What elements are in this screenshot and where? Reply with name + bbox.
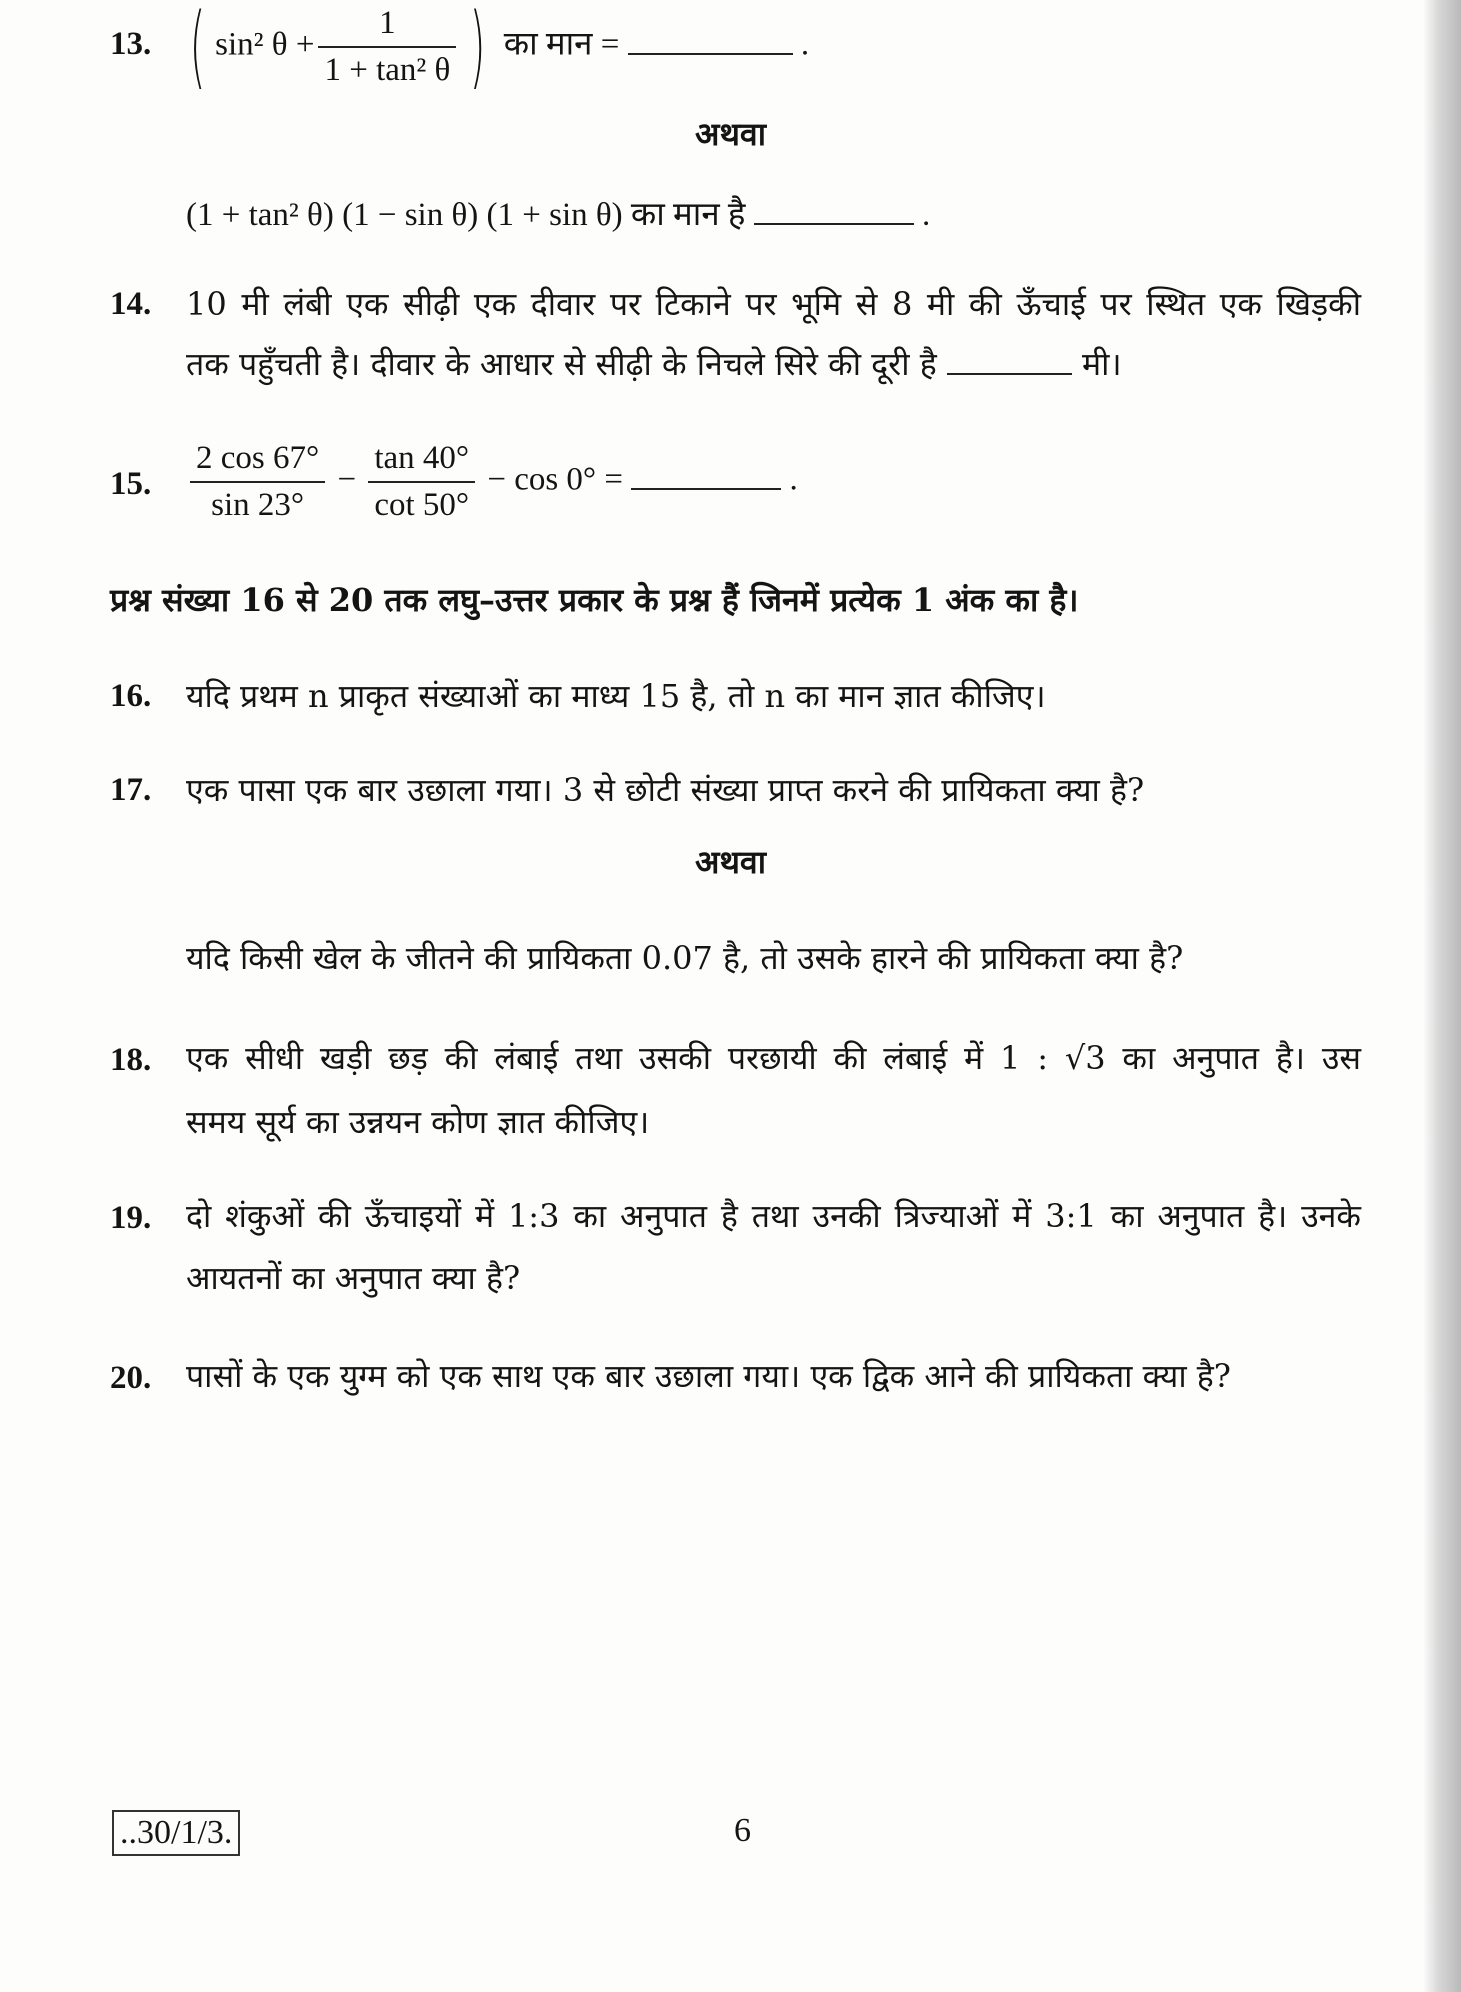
question-18-line-2: समय सूर्य का उन्नयन कोण ज्ञात कीजिए। [186, 1103, 650, 1141]
paper-code: ..30/1/3. [112, 1810, 240, 1856]
question-number-13: 13. [110, 26, 152, 62]
q14-unit: मी। [1082, 345, 1122, 383]
q13-alt-end: . [921, 197, 931, 233]
q15-fraction-2 [368, 440, 475, 524]
q13-tail: का मान = [503, 26, 620, 63]
scan-edge-shadow [1423, 0, 1461, 1992]
question-18-line-1: एक सीधी खड़ी छड़ की लंबाई तथा उसकी परछायी की लंबाई में 1 : √3 का अनुपात है। उस [186, 1039, 1361, 1077]
right-paren: ) [470, 0, 486, 99]
left-paren: ( [189, 0, 206, 99]
q13-alt-answer-blank [754, 199, 914, 225]
q14-answer-blank [947, 349, 1072, 375]
q15-f2-num: tan 40° [368, 440, 475, 483]
q13-frac-num: 1 [318, 5, 456, 48]
question-15-expression [186, 440, 798, 524]
question-number-20: 20. [110, 1360, 152, 1396]
question-13-alternative [186, 190, 930, 235]
q15-fraction-1 [190, 440, 325, 524]
question-17-alternative: यदि किसी खेल के जीतने की प्रायिकता 0.07 है, तो उसके हारने की प्रायिकता क्या है? [186, 939, 1184, 977]
question-19-line-2: आयतनों का अनुपात क्या है? [186, 1259, 521, 1297]
q15-answer-blank [631, 464, 781, 490]
q13-end: . [800, 26, 810, 63]
q13-frac-den: 1 + tan² θ [324, 52, 451, 88]
q15-f1-num: 2 cos 67° [190, 440, 325, 483]
question-number-18: 18. [110, 1042, 152, 1078]
question-number-14: 14. [110, 286, 152, 322]
question-14-line-1: 10 मी लंबी एक सीढ़ी एक दीवार पर टिकाने पर भूमि से 8 मी की ऊँचाई पर स्थित एक खिड़की [186, 285, 1361, 323]
question-number-19: 19. [110, 1200, 152, 1236]
question-number-15: 15. [110, 466, 152, 502]
or-label-17: अथवा [695, 843, 766, 881]
page-number: 6 [734, 1812, 751, 1849]
question-16-text: यदि प्रथम n प्राकृत संख्याओं का माध्य 15 है, तो n का मान ज्ञात कीजिए। [186, 677, 1046, 715]
or-label-13: अथवा [695, 115, 766, 153]
q13-answer-blank [628, 29, 793, 55]
question-number-16: 16. [110, 678, 152, 714]
section-heading: प्रश्न संख्या 16 से 20 तक लघु–उत्तर प्रकार के प्रश्न हैं जिनमें प्रत्येक 1 अंक का है। [110, 581, 1079, 619]
q15-f1-den: sin 23° [211, 487, 305, 523]
question-19-line-1: दो शंकुओं की ऊँचाइयों में 1:3 का अनुपात है तथा उनकी त्रिज्याओं में 3:1 का अनुपात है। उनके [186, 1197, 1361, 1235]
question-14-line-2 [186, 342, 1122, 385]
q15-tail: − cos 0° = [487, 461, 623, 498]
question-17-text: एक पासा एक बार उछाला गया। 3 से छोटी संख्या प्राप्त करने की प्रायिकता क्या है? [186, 771, 1145, 809]
q14-line2-text: तक पहुँचती है। दीवार के आधार से सीढ़ी के निचले सिरे की दूरी है [186, 345, 937, 383]
q13-expr-a: sin² θ + [215, 26, 315, 63]
question-13-expression [180, 0, 810, 99]
question-number-17: 17. [110, 772, 152, 808]
q13-fraction [318, 5, 456, 89]
question-20-text: पासों के एक युग्म को एक साथ एक बार उछाला गया। एक द्विक आने की प्रायिकता क्या है? [186, 1357, 1231, 1395]
q15-end: . [789, 461, 798, 498]
q15-f2-den: cot 50° [374, 487, 470, 523]
q15-minus: − [337, 461, 357, 498]
q13-alt-text: (1 + tan² θ) (1 − sin θ) (1 + sin θ) का मान है [186, 197, 746, 233]
